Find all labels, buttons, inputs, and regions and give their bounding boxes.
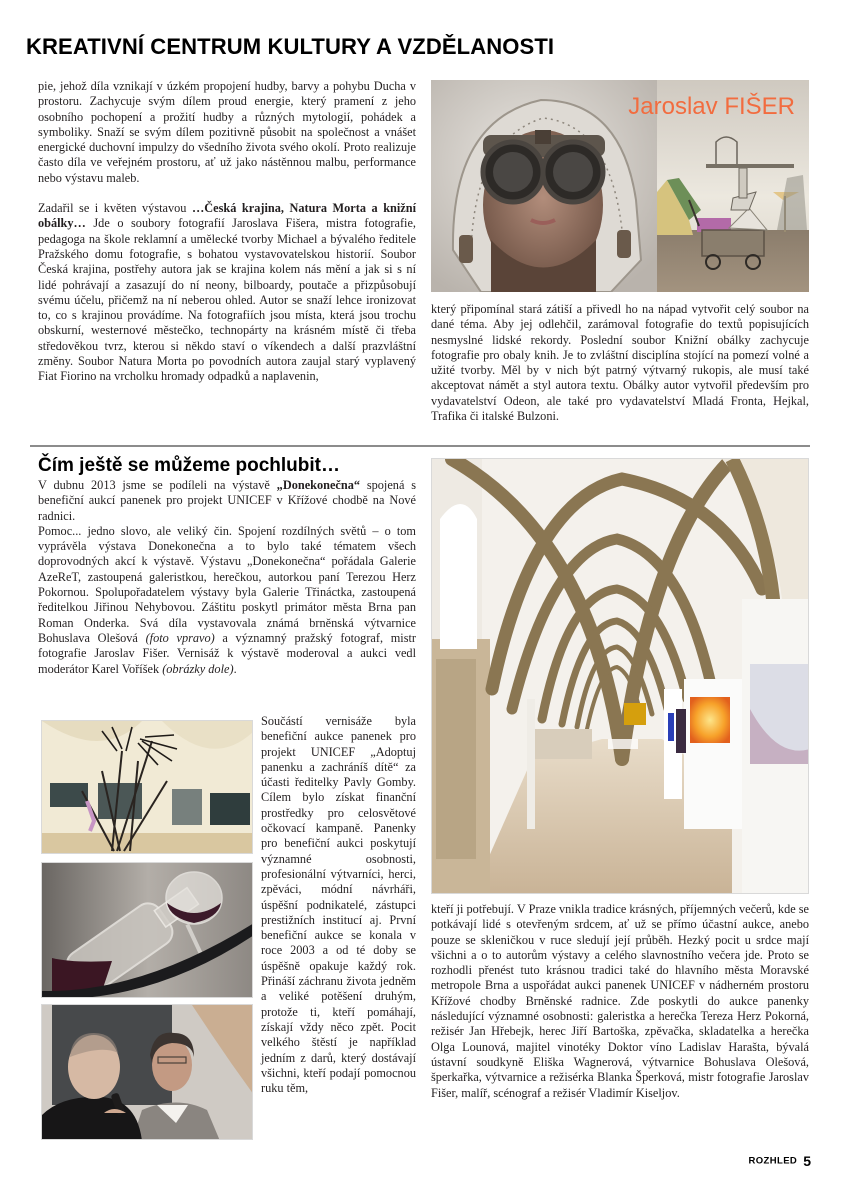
article-column-top-left (38, 79, 416, 385)
rake-sculpture-image (42, 721, 253, 854)
section-title: Čím ještě se můžeme pochlubit… (38, 455, 340, 476)
article-column-auction (261, 714, 416, 1096)
exhibition-title: …Česká krajina, Natura Morta a knižní obálky… (38, 201, 416, 231)
section-divider (30, 445, 810, 447)
paragraph-prague-tradition: kteří ji potřebují. V Praze vnikla tradice krásných, příjemných večerů, kde se potkávají lidé s otevřeným srdcem, ať už se přímo účastní aukce, anebo pouze se skleničkou v ruce sledují její průběh. Hezký pocit u srdce mají všichni a o to autorům výstavy a celého slavnostního večera jde. Proto se rozhodli přenést tuto krásnou tradici také do hlavního města Moravské metropole Brna a uspořádat aukci panenek UNICEF v nádherném prostoru Křížové chodby Brněnské radnice. Zde poskytli do aukce panenky následující významné osobnosti: galeristka a herečka Tereza Herz Pokorná, režisér Jan Hřebejk, herec Jiří Bartoška, zpěvačka, skladatelka a herečka Olga Lounová, majitel vinotéky Doktor víno Ladislav Harašta, bývalá ústavní soudkyně Eliška Wagnerová, výtvarnice Bohuslava Olešová, šperkařka, výtvarnice a režisérka Blanka Šperková, mistr fotografie Jaroslav Fišer, malíř, scénograf a režisér Vladimír Kiseljov. (431, 902, 809, 1100)
paragraph-artist-intro: pie, jehož díla vznikají v úzkém propojení hudby, barvy a pohybu Ducha v prostoru. Zachycuje svým dílem proud energie, který pramení z jeho osobního pochopení a prožití hudby a různých mytologií, pohádek a symboliky. Snaží se svým dílem pozitivně působit na společnost a vnášet energické duchovní impulzy do všedního života svého okolí. Proto realizuje často díla ve veřejném prostoru, ať už jako nástěnnou malbu, performance nebo výstavu maleb. (38, 79, 416, 185)
poster-image (431, 80, 809, 292)
page-footer (748, 1152, 811, 1170)
photo-wine-bottle-sculpture (41, 862, 253, 998)
moderator-interview-image (42, 1005, 253, 1140)
article-column-bottom-left (38, 455, 416, 677)
paragraph-exhibition-may: Zadařil se i květen výstavou …Česká krajina, Natura Morta a knižní obálky… Jde o soubory fotografií Jaroslava Fišera, mistra fotografie, pedagoga na škole reklamní a umělecké tvorby Michael a bývalého ředitele Pražského domu fotografie, s bohatou vystavovatelskou historií. Soubor Česká krajina, postřehy autora jak se krajina kolem nás mění a jak si s ní lidé pohrávají a zasazují do ní neony, bilboardy, poutače a přizpůsobují svému účelu, přičemž na ní neberou ohled. Autor se snaží lehce ironizovat to, co s krajinou provádíme. Na fotografiích jsou místa, která jsou trochu obskurní, westernové městečko, technopárty na krásném místě či třeba středověkou tvrz, kterou si někdo staví o víkendech a další prazvláštní změny. Soubor Natura Morta po povodních autora zaujal starý vyplavený Fiat Fiorino na vrcholku hromady odpadků a naplavenin, (38, 201, 416, 384)
paragraph-natura-morta: který připomínal stará zátiší a přivedl ho na nápad vytvořit celý soubor na dané téma. Aby jej odlehčil, zarámoval fotografie do textů popisujících nesmyslné lidské rekordy. Poslední soubor Knižní obálky zachycuje fotografie pro obaly knih. Je to zvláštní disciplína stojící na pomezí volné a užité tvorby. Měl by v nich být patrný výtvarný rukopis, ale musí také akceptovat námět a styl autora textu. Obálky autor vytvořil především pro vydavatelství Odeon, ale také pro vydavatelství Mladá Fronta, Hejkal, Trafika či italské Bulzoni. (431, 302, 809, 424)
photo-moderator-interview (41, 1004, 253, 1140)
page-heading: KREATIVNÍ CENTRUM KULTURY A VZDĚLANOSTI (26, 34, 555, 59)
paragraph-donekonecna-intro: V dubnu 2013 jsme se podíleli na výstavě „Donekonečna“ spojená s benefiční aukcí panenek pro projekt UNICEF v Křížové chodbě na Nové radnici. (38, 478, 416, 523)
poster-title: Jaroslav FIŠER (628, 93, 795, 120)
paragraph-auction: Součástí vernisáže byla benefiční aukce panenek pro projekt UNICEF „Adoptuj panenku a zachráníš dítě“ za účasti ředitelky Pavly Gomby. Cílem bylo získat finanční prostředky pro celosvětové očkovací kampaně. Panenky pro benefiční aukci poskytují významné osobnosti, profesionální výtvarníci, herci, zpěváci, módní návrháři, úspěšní podnikatelé, zástupci prestižních institucí aj. První benefiční aukce se konala v roce 2003 a od té doby se úspěšně opakuje každý rok. Přináší záchranu života jedněm a veliké potěšení druhým, protože ti, kteří pomáhají, získají vždy něco zpět. Pocit velkého štěstí je například jedním z darů, který dostávají všichni, kteří podají pomocnou ruku těm, (261, 714, 416, 1096)
photo-rake-sculpture (41, 720, 253, 854)
page-number: 5 (803, 1152, 811, 1169)
paragraph-pomoc: Pomoc... jedno slovo, ale veliký čin. Spojení rozdílných světů – o tom vyprávěla výstava Donekonečna a to bylo také tématem všech doprovodných akcí k výstavě. Výstavu „Donekonečna“ pořádala Galerie AzeReT, zastoupená galeristkou, herečkou, autorkou paní Terezou Herz Pokornou. Spolupořadatelem výstavy byla Galerie Třináctka, zastoupená ředitelkou Jiřinou Nehybovou. Záštitu poskytl primátor města Brna pan Roman Onderka. Svá díla vystavovala známá brněnská výtvarnice Bohuslava Olešová (foto vpravo) a významný pražský fotograf, mistr fotografie Jaroslav Fišer. Vernisáž k výstavě moderoval a aukci vedl moderátor Karel Voříšek (obrázky dole). (38, 523, 417, 676)
magazine-name: ROZHLED (748, 1155, 798, 1167)
article-column-bottom-right (431, 902, 809, 1101)
cloister-corridor-image (432, 459, 809, 894)
photo-cloister-exhibition (431, 458, 809, 894)
article-column-top-right (431, 302, 809, 424)
wine-bottle-image (42, 863, 253, 998)
poster-jaroslav-fiser (431, 80, 809, 292)
